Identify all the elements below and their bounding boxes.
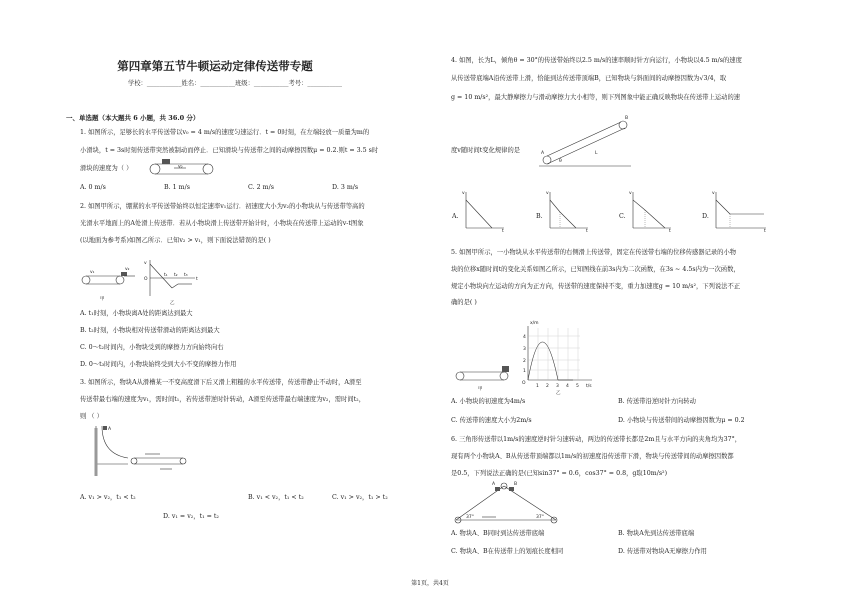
q4-fig-L: L: [595, 151, 598, 156]
q5-option-c: C. 传送带的速度大小为2m/s: [451, 417, 532, 424]
q6-triangle-figure: [452, 480, 562, 526]
q4-fig-B: B: [625, 116, 629, 121]
q6-line-1: 6. 三角形传送带以1m/s的速度逆时针匀速转动，两边的传送带长都是2m且与水平方向的夹角均为37°，: [451, 436, 742, 443]
q2-fig-t3: t₃: [184, 273, 188, 278]
q5-fig-tick-3: 3: [556, 384, 559, 389]
q5-fig-x: x/m: [530, 321, 539, 326]
q2-option-c: C. 0～t₂时间内，小物块受到的摩擦力方向始终向右: [80, 344, 224, 351]
q1-line-1: 1. 如图所示，足够长的水平传送带以v₀ = 4 m/s的速度匀速运行．t = 0时刻，在左端轻放一质量为m的: [80, 129, 370, 136]
q1-line-2: 小滑块，t = 3s时刻传送带突然被制动而停止．已知滑块与传送带之间的动摩擦因数μ = 0.2.则t = 3.5 s时: [80, 147, 379, 154]
q2-fig-t2: t₂: [174, 273, 178, 278]
q3-option-a: A. v₁ > v₂，t₁ < t₂: [80, 494, 136, 501]
q5-fig-t: t/s: [586, 384, 592, 389]
q2-line-1: 2. 如图甲所示，绷紧的水平传送带始终以恒定速率v₁运行．初速度大小为v₂的小物块从与传送带等高的: [80, 203, 365, 210]
q6-fig-A: A: [492, 482, 496, 487]
q4-line-3: g = 10 m/s²，最大静摩擦力与滑动摩擦力大小相等，则下列图象中能正确反映物块在传送带上运动的速: [451, 94, 741, 101]
q6-line-2: 现有两个小物块A、B从传送带顶端都以1m/s的初速度沿传送带下滑，物块与传送带间的动摩擦因数都: [451, 453, 734, 460]
q4-graph-d: [712, 190, 768, 232]
q5-fig-ytick-2: 2: [523, 359, 526, 364]
q4b-v: v: [546, 191, 549, 196]
q2-fig-v1: v₁: [90, 270, 95, 275]
q2-line-2: 光滑水平地面上的A处滑上传送带．若从小物块滑上传送带开始计时，小物块在传送带上运动的v-t图象: [80, 220, 364, 227]
q4-option-c: C.: [619, 213, 626, 220]
q4-line-4: 度v随时间t变化规律的是: [451, 147, 521, 154]
q4c-v: v: [629, 191, 632, 196]
q5-fig-O: O: [522, 381, 526, 386]
q4-line-2: 从传送带底端A沿传送带上滑，恰能到达传送带顶端B，已知物块与斜面间的动摩擦因数为√3/4，取: [451, 75, 727, 82]
q1-option-c: C. 2 m/s: [248, 184, 274, 191]
q5-fig-jia: 甲: [478, 387, 483, 392]
q5-option-a: A. 小物块的初速度为4m/s: [451, 398, 526, 405]
student-info-line: 学校：___________姓名：___________班级：___________考号：___________: [127, 80, 343, 87]
page-footer: 第1页，共4页: [411, 580, 449, 587]
q4a-v: v: [462, 191, 465, 196]
q5-line-2: 块的位移x随时间t的变化关系如图乙所示，已知图线在前3s内为二次函数，在3s ~ 4.5s内为一次函数，: [451, 266, 740, 273]
q3-fig-A: A: [108, 427, 112, 432]
q5-fig-yi: 乙: [556, 391, 561, 396]
q4d-t: t: [764, 229, 766, 234]
page-title: 第四章第五节牛顿运动定律传送带专题: [117, 59, 313, 73]
q6-fig-angle-right: 37°: [536, 515, 544, 520]
q4-graph-a: [462, 190, 506, 232]
q6-fig-B: B: [514, 482, 518, 487]
section-heading: 一、单选题（本大题共 6 小题，共 36.0 分）: [66, 114, 200, 122]
q1-option-b: B. 1 m/s: [164, 184, 190, 191]
q5-fig-ytick-1: 1: [523, 369, 526, 374]
q6-option-d: D. 传送带对物块A无摩擦力作用: [618, 548, 707, 555]
q4-fig-A: A: [541, 151, 545, 156]
q1-line-3: 滑块的速度为（ ）: [80, 165, 133, 172]
q2-fig-O: O: [144, 277, 148, 282]
q5-figure: [452, 308, 602, 396]
q2-line-3: (以地面为参考系)如图乙所示．已知v₂ > v₁，则下面说法错误的是( ): [80, 237, 271, 244]
q3-figure: [80, 424, 190, 484]
q6-option-a: A. 物块A、B同时到达传送带底端: [451, 530, 545, 537]
q4-option-a: A.: [452, 213, 459, 220]
q4c-t: t: [669, 229, 671, 234]
q1-option-d: D. 3 m/s: [332, 184, 359, 191]
q5-fig-tick-4: 4: [566, 384, 569, 389]
q5-line-1: 5. 如图甲所示，一小物块从水平传送带的右侧滑上传送带，固定在传送带右端的位移传感器记录的小物: [451, 249, 737, 256]
q3-line-1: 3. 如图所示，物块A从滑槽某一不变高度滑下后又滑上粗糙的水平传送带，传送带静止不动时，A滑至: [80, 379, 362, 386]
q2-fig-t1: t₁: [164, 273, 168, 278]
q2-fig-v2: v₂: [125, 267, 130, 272]
q5-option-b: B. 传送带沿逆时针方向转动: [618, 398, 696, 405]
q2-fig-v: v: [144, 261, 147, 266]
q3-line-3: 则 （ ）: [80, 413, 103, 420]
q5-line-3: 规定小物块向左运动的方向为正方向，传送带的速度保持不变，重力加速度g = 10 m/s²，下列说法不正: [451, 283, 741, 290]
q4-option-d: D.: [702, 213, 709, 220]
q5-fig-tick-5: 5: [576, 384, 579, 389]
q3-line-2: 传送带最右端的速度为v₁，需时间t₁，若传送带逆时针转动，A滑至传送带最右端速度为v₂，需时间t₂，: [80, 396, 365, 403]
q5-line-4: 确的是( ): [451, 299, 477, 306]
q5-fig-tick-2: 2: [546, 384, 549, 389]
q5-fig-ytick-3: 3: [523, 347, 526, 352]
q6-option-b: B. 物块A先到达传送带底端: [618, 530, 695, 537]
q3-option-b: B. v₁ < v₂，t₁ < t₂: [248, 494, 304, 501]
q1-option-a: A. 0 m/s: [80, 184, 106, 191]
q6-line-3: 是0.5，下列说法正确的是(已知sin37° = 0.6，cos37° = 0.8，g取10m/s²): [451, 470, 668, 477]
q2-figure: [80, 258, 240, 306]
q2-option-a: A. t₁时刻，小物块离A处的距离达到最大: [80, 310, 193, 317]
q4d-v: v: [712, 191, 715, 196]
q6-fig-angle-left: 37°: [466, 515, 474, 520]
q1-conveyor-figure: [148, 158, 218, 178]
q4-option-b: B.: [536, 213, 543, 220]
q4-line-1: 4. 如图，长为L，倾角θ = 30°的传送带始终以2.5 m/s的速率顺时针方向运行，小物块以4.5 m/s的速度: [451, 57, 742, 64]
q6-option-c: C. 物块A、B在传送带上的划痕长度相同: [451, 548, 564, 555]
q2-fig-yi: 乙: [170, 301, 175, 306]
q3-option-c: C. v₁ > v₂，t₁ > t₂: [332, 494, 388, 501]
q2-option-b: B. t₂时刻，小物块相对传送带滑动的距离达到最大: [80, 327, 220, 334]
q4-fig-theta: θ: [559, 159, 562, 164]
q4-incline-figure: [535, 114, 635, 170]
q5-option-d: D. 小物块与传送带间的动摩擦因数为μ = 0.2: [618, 417, 745, 424]
q2-fig-t: t: [196, 277, 198, 282]
q3-option-d: D. v₁ = v₂，t₁ = t₂: [163, 513, 219, 520]
q5-fig-ytick-4: 4: [523, 335, 526, 340]
q4b-t: t: [586, 229, 588, 234]
q5-fig-tick-1: 1: [536, 384, 539, 389]
q2-fig-jia: 甲: [100, 297, 105, 302]
q2-option-d: D. 0～t₃时间内，小物块始终受到大小不变的摩擦力作用: [80, 361, 237, 368]
q4-graph-c: [629, 190, 673, 232]
q4-graph-b: [546, 190, 590, 232]
q4a-t: t: [502, 229, 504, 234]
q1-fig-label-v0: v₀: [178, 164, 183, 170]
